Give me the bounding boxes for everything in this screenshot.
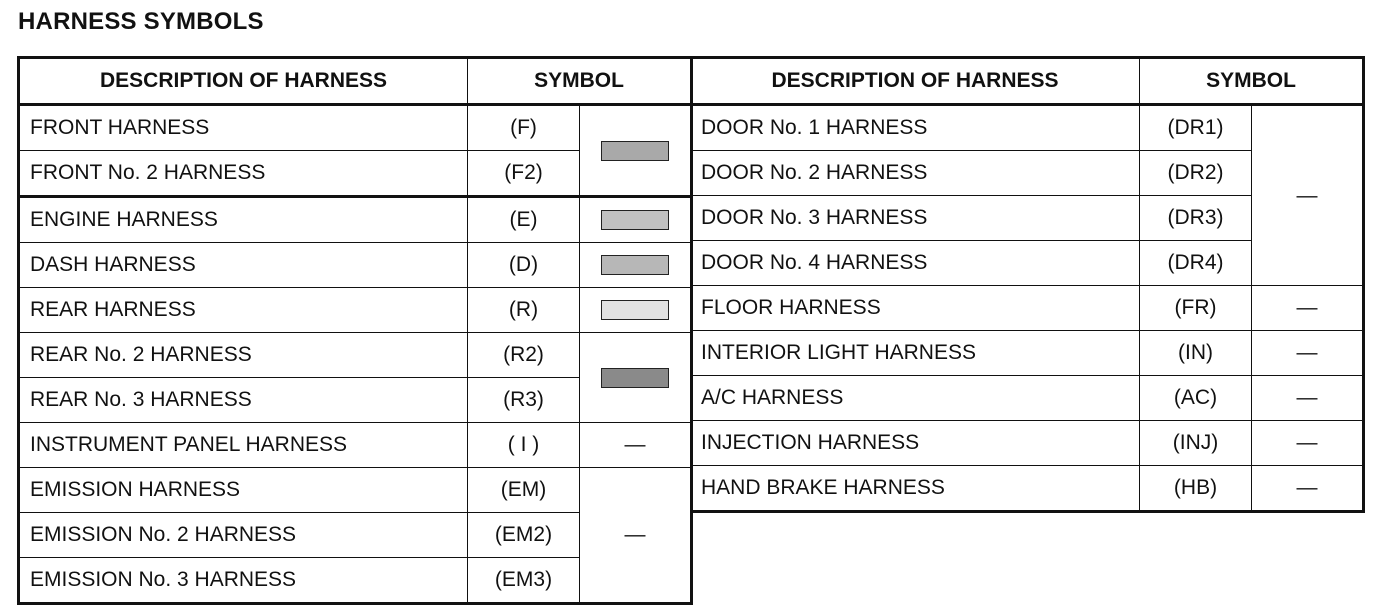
- table-row: [691, 286, 1364, 331]
- symbol-cell: [580, 288, 692, 333]
- harness-code: (EM): [468, 468, 580, 513]
- dash-harness-swatch: [601, 255, 669, 275]
- harness-name: HAND BRAKE HARNESS: [691, 466, 1140, 512]
- table-row: [19, 243, 692, 288]
- dash-symbol: —: [624, 433, 646, 456]
- symbol-cell: [580, 468, 692, 604]
- symbol-cell: [580, 105, 692, 197]
- dash-symbol: —: [1296, 386, 1318, 409]
- harness-code: ( I ): [468, 423, 580, 468]
- table-row: [19, 423, 692, 468]
- symbol-cell: [1252, 105, 1364, 286]
- dash-symbol: —: [1296, 296, 1318, 319]
- dash-symbol: —: [1296, 341, 1318, 364]
- symbol-cell: [580, 243, 692, 288]
- engine-swatch: [601, 210, 669, 230]
- harness-name: FRONT HARNESS: [19, 105, 468, 151]
- symbol-header: SYMBOL: [468, 58, 692, 105]
- symbol-header: SYMBOL: [1140, 58, 1364, 105]
- harness-code: (R): [468, 288, 580, 333]
- harness-code: (FR): [1140, 286, 1252, 331]
- harness-code: (DR4): [1140, 241, 1252, 286]
- harness-code: (INJ): [1140, 421, 1252, 466]
- harness-code: (R2): [468, 333, 580, 378]
- page-title: HARNESS SYMBOLS: [18, 8, 264, 35]
- harness-code: (HB): [1140, 466, 1252, 512]
- harness-name: REAR No. 3 HARNESS: [19, 378, 468, 423]
- symbol-cell: [1252, 286, 1364, 331]
- harness-code: (F2): [468, 151, 580, 197]
- harness-code: (EM2): [468, 513, 580, 558]
- table-row: [691, 421, 1364, 466]
- harness-name: DOOR No. 2 HARNESS: [691, 151, 1140, 196]
- harness-name: INTERIOR LIGHT HARNESS: [691, 331, 1140, 376]
- harness-name: FRONT No. 2 HARNESS: [19, 151, 468, 197]
- harness-name: DOOR No. 3 HARNESS: [691, 196, 1140, 241]
- harness-name: DOOR No. 4 HARNESS: [691, 241, 1140, 286]
- harness-code: (DR1): [1140, 105, 1252, 151]
- rear-swatch: [601, 300, 669, 320]
- symbol-cell: [580, 197, 692, 243]
- harness-name: REAR HARNESS: [19, 288, 468, 333]
- symbol-cell: [1252, 466, 1364, 512]
- harness-code: (F): [468, 105, 580, 151]
- table-row: [19, 105, 692, 151]
- description-header: DESCRIPTION OF HARNESS: [19, 58, 468, 105]
- harness-code: (IN): [1140, 331, 1252, 376]
- harness-name: EMISSION No. 3 HARNESS: [19, 558, 468, 604]
- symbol-cell: [580, 423, 692, 468]
- harness-code: (D): [468, 243, 580, 288]
- symbol-cell: [580, 333, 692, 423]
- harness-name: REAR No. 2 HARNESS: [19, 333, 468, 378]
- harness-name: EMISSION No. 2 HARNESS: [19, 513, 468, 558]
- table-row: [691, 466, 1364, 512]
- rear-2-3-swatch: [601, 368, 669, 388]
- dash-symbol: —: [1296, 431, 1318, 454]
- table-header-row: [19, 58, 692, 105]
- harness-name: INSTRUMENT PANEL HARNESS: [19, 423, 468, 468]
- harness-name: A/C HARNESS: [691, 376, 1140, 421]
- dash-symbol: —: [1296, 476, 1318, 499]
- description-header: DESCRIPTION OF HARNESS: [691, 58, 1140, 105]
- harness-name: EMISSION HARNESS: [19, 468, 468, 513]
- harness-name: DASH HARNESS: [19, 243, 468, 288]
- symbol-cell: [1252, 376, 1364, 421]
- table-row: [691, 105, 1364, 151]
- table-row: [19, 197, 692, 243]
- front-swatch: [601, 141, 669, 161]
- harness-name: DOOR No. 1 HARNESS: [691, 105, 1140, 151]
- left-harness-table: [17, 56, 693, 605]
- right-harness-table: [690, 56, 1365, 513]
- harness-name: FLOOR HARNESS: [691, 286, 1140, 331]
- harness-name: ENGINE HARNESS: [19, 197, 468, 243]
- table-row: [691, 376, 1364, 421]
- dash-symbol: —: [624, 523, 646, 546]
- harness-code: (DR3): [1140, 196, 1252, 241]
- harness-code: (E): [468, 197, 580, 243]
- dash-symbol: —: [1296, 183, 1318, 207]
- harness-code: (EM3): [468, 558, 580, 604]
- symbol-cell: [1252, 421, 1364, 466]
- table-row: [19, 468, 692, 513]
- harness-code: (R3): [468, 378, 580, 423]
- table-row: [691, 331, 1364, 376]
- harness-name: INJECTION HARNESS: [691, 421, 1140, 466]
- harness-code: (AC): [1140, 376, 1252, 421]
- symbol-cell: [1252, 331, 1364, 376]
- table-header-row: [691, 58, 1364, 105]
- table-row: [19, 333, 692, 378]
- harness-code: (DR2): [1140, 151, 1252, 196]
- table-row: [19, 288, 692, 333]
